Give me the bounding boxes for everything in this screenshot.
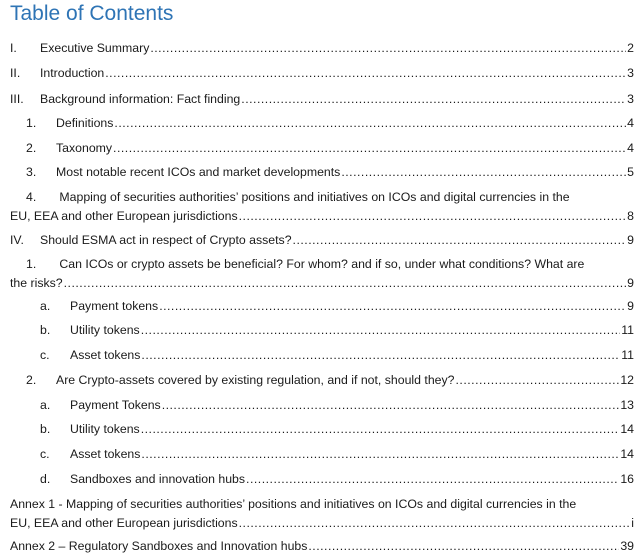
entry-page: 4 <box>627 116 634 130</box>
entry-label-line2: EU, EEA and other European jurisdictions <box>10 516 238 530</box>
entry-label: Taxonomy <box>56 141 113 155</box>
entry-page: 39 <box>620 539 634 553</box>
entry-page: 11 <box>621 348 634 362</box>
dot-leader <box>114 114 626 133</box>
dot-leader <box>456 371 620 390</box>
toc-entry-background[interactable] <box>10 90 634 109</box>
dot-leader <box>141 420 620 439</box>
entry-label: Background information: Fact finding <box>40 92 241 106</box>
entry-label: Should ESMA act in respect of Crypto assets? <box>40 233 292 247</box>
entry-label: Annex 2 – Regulatory Sandboxes and Innovation hubs <box>10 539 308 553</box>
entry-page: 8 <box>627 209 634 223</box>
toc-entry-utility-tokens-2[interactable] <box>10 420 634 439</box>
entry-page: 9 <box>627 299 634 313</box>
entry-label: Are Crypto-assets covered by existing regulation, and if not, should they? <box>56 373 455 387</box>
dot-leader <box>141 346 620 365</box>
toc-entry-asset-tokens[interactable] <box>10 346 634 365</box>
entry-page: 13 <box>620 398 634 412</box>
dot-leader <box>141 321 621 340</box>
entry-label-line2: EU, EEA and other European jurisdictions <box>10 209 238 223</box>
toc-entry-should-esma-act[interactable] <box>10 231 634 250</box>
entry-number: c. <box>40 447 50 461</box>
toc-entry-can-icos-be-beneficial[interactable] <box>10 255 634 293</box>
entry-number: 4. <box>26 190 37 204</box>
entry-label: Payment tokens <box>70 299 159 313</box>
toc-entry-executive-summary[interactable] <box>10 39 634 58</box>
dot-leader <box>239 514 631 533</box>
toc-entry-payment-tokens-2[interactable] <box>10 396 634 415</box>
toc-entry-existing-regulation[interactable] <box>10 371 634 390</box>
entry-label: Asset tokens <box>70 447 141 461</box>
dot-leader <box>162 396 620 415</box>
dot-leader <box>64 274 627 293</box>
entry-page: 9 <box>627 233 634 247</box>
entry-page: 4 <box>627 141 634 155</box>
dot-leader <box>113 139 626 158</box>
entry-page: 12 <box>620 373 634 387</box>
entry-number: 3. <box>26 165 37 179</box>
entry-page: 11 <box>621 323 634 337</box>
entry-page: 5 <box>627 165 634 179</box>
entry-number: b. <box>40 422 51 436</box>
entry-label: Sandboxes and innovation hubs <box>70 472 246 486</box>
entry-label: Utility tokens <box>70 323 140 337</box>
entry-label-line1: Mapping of securities authorities’ positions and initiatives on ICOs and digital currencies in the <box>59 190 570 204</box>
toc-entry-payment-tokens[interactable] <box>10 297 634 316</box>
entry-number: II. <box>10 66 21 80</box>
entry-label: Most notable recent ICOs and market developments <box>56 165 341 179</box>
toc-entry-taxonomy[interactable] <box>10 139 634 158</box>
toc-entry-sandboxes[interactable] <box>10 470 634 489</box>
entry-label: Asset tokens <box>70 348 141 362</box>
entry-number: a. <box>40 398 51 412</box>
entry-number: 1. <box>26 116 37 130</box>
toc-entry-utility-tokens[interactable] <box>10 321 634 340</box>
entry-page: i <box>631 516 634 530</box>
entry-number: 2. <box>26 373 37 387</box>
toc-entry-definitions[interactable] <box>10 114 634 133</box>
entry-label-line1: Can ICOs or crypto assets be beneficial? For whom? and if so, under what conditions? What are <box>59 257 585 271</box>
dot-leader <box>159 297 626 316</box>
dot-leader <box>341 163 626 182</box>
toc-title: Table of Contents <box>10 2 174 25</box>
entry-number: I. <box>10 41 17 55</box>
dot-leader <box>308 537 619 556</box>
entry-label: Introduction <box>40 66 105 80</box>
dot-leader <box>246 470 619 489</box>
entry-number: b. <box>40 323 51 337</box>
entry-label: Payment Tokens <box>70 398 161 412</box>
toc-entry-introduction[interactable] <box>10 64 634 83</box>
entry-number: 2. <box>26 141 37 155</box>
dot-leader <box>150 39 626 58</box>
entry-number: IV. <box>10 233 24 247</box>
dot-leader <box>293 231 627 250</box>
entry-page: 2 <box>627 41 634 55</box>
entry-label: Executive Summary <box>40 41 150 55</box>
entry-label-line1: Annex 1 - Mapping of securities authorities’ positions and initiatives on ICOs and digital currencies in the <box>10 497 577 511</box>
dot-leader <box>105 64 626 83</box>
toc-entry-most-notable-icos[interactable] <box>10 163 634 182</box>
entry-number: c. <box>40 348 50 362</box>
dot-leader <box>141 445 619 464</box>
toc-entry-annex-2[interactable] <box>10 537 634 556</box>
dot-leader <box>241 90 626 109</box>
toc-entry-asset-tokens-2[interactable] <box>10 445 634 464</box>
toc-entry-annex-1[interactable] <box>10 495 634 533</box>
entry-number: III. <box>10 92 24 106</box>
entry-page: 3 <box>627 66 634 80</box>
entry-number: d. <box>40 472 51 486</box>
entry-page: 16 <box>620 472 634 486</box>
entry-page: 9 <box>627 276 634 290</box>
entry-page: 14 <box>620 447 634 461</box>
toc-entry-mapping-authorities[interactable] <box>10 188 634 226</box>
entry-label-line2: the risks? <box>10 276 63 290</box>
entry-page: 3 <box>627 92 634 106</box>
entry-label: Utility tokens <box>70 422 140 436</box>
entry-label: Definitions <box>56 116 114 130</box>
entry-number: a. <box>40 299 51 313</box>
entry-number: 1. <box>26 257 37 271</box>
entry-page: 14 <box>620 422 634 436</box>
dot-leader <box>239 207 627 226</box>
